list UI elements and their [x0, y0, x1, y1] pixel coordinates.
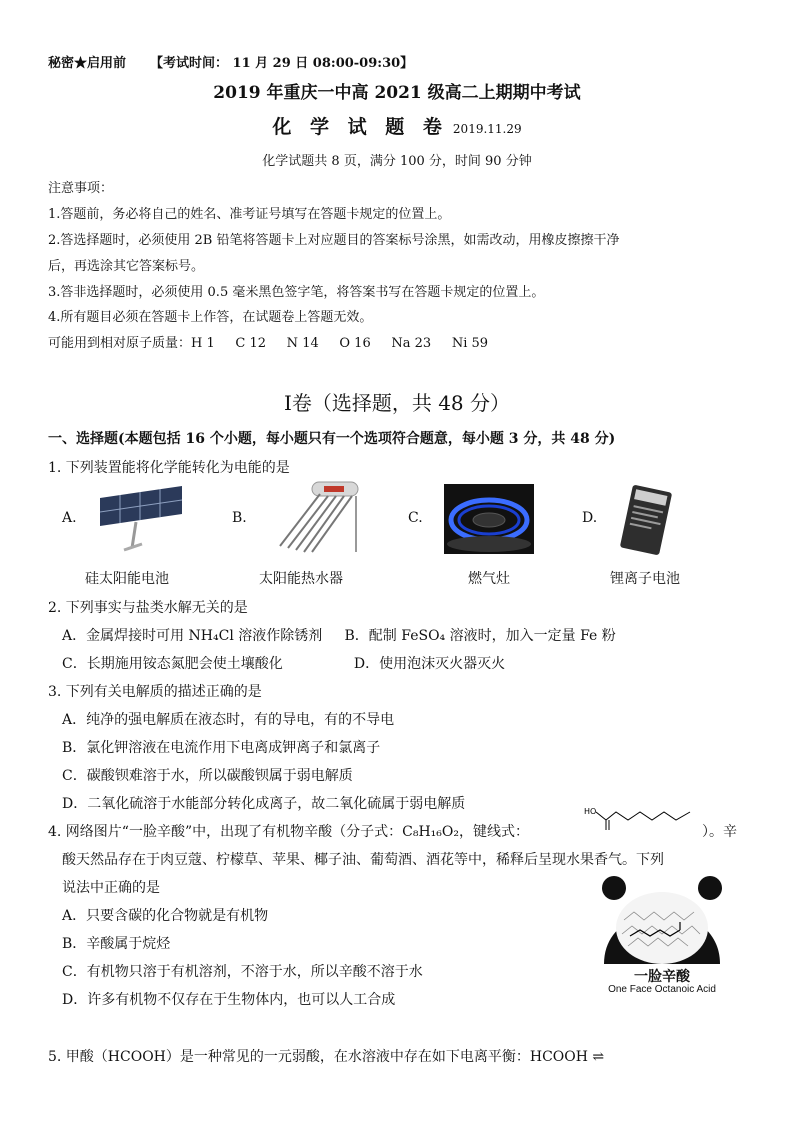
- q3-option: D．二氧化硫溶于水能部分转化成离子，故二氧化硫属于弱电解质: [62, 796, 466, 812]
- q3-stem: 3. 下列有关电解质的描述正确的是: [48, 684, 262, 700]
- note-item: 2.答选择题时，必须使用 2B 铅笔将答题卡上对应题目的答案标号涂黑，如需改动，用橡皮擦擦干净: [48, 233, 620, 248]
- q1-caption: 燃气灶: [468, 571, 510, 587]
- exam-time: 【考试时间： 11 月 29 日 08:00-09:30】: [150, 56, 414, 71]
- silicon-solar-panel-image: [96, 478, 186, 554]
- q1-caption: 锂离子电池: [610, 571, 680, 587]
- date: 2019.11.29: [452, 122, 522, 136]
- solar-water-heater-image: [272, 478, 362, 556]
- panda-caption-en: One Face Octanoic Acid: [608, 984, 716, 995]
- q3-option: B．氯化钾溶液在电流作用下电离成钾离子和氯离子: [62, 740, 381, 756]
- q3-option: C．碳酸钡难溶于水，所以碳酸钡属于弱电解质: [62, 768, 353, 784]
- atomic-masses: 可能用到相对原子质量：H 1 C 12 N 14 O 16 Na 23 Ni 59: [48, 336, 489, 351]
- q4-option: C．有机物只溶于有机溶剂，不溶于水，所以辛酸不溶于水: [62, 964, 423, 980]
- section-instructions: 一、选择题(本题包括 16 个小题，每小题只有一个选项符合题意，每小题 3 分，共 48 分): [48, 431, 616, 447]
- confidential-label: 秘密★启用前: [48, 56, 127, 71]
- q4-stem-line: 说法中正确的是: [62, 880, 160, 896]
- hydroxyl-label: HO: [584, 807, 597, 816]
- q2-options-line: C．长期施用铵态氮肥会使土壤酸化 D．使用泡沫灭火器灭火: [62, 656, 506, 672]
- q1-caption: 硅太阳能电池: [85, 571, 169, 587]
- note-item: 后，再选涂其它答案标号。: [48, 259, 205, 274]
- note-item: 3.答非选择题时，必须使用 0.5 毫米黑色签字笔，将答案书写在答题卡规定的位置上。: [48, 285, 545, 300]
- q1-caption: 太阳能热水器: [259, 571, 343, 587]
- q2-options-line: A．金属焊接时可用 NH₄Cl 溶液作除锈剂 B．配制 FeSO₄ 溶液时，加入一定量 Fe 粉: [62, 628, 616, 644]
- q4-stem-line: 酸天然品存在于肉豆蔻、柠檬草、苹果、椰子油、葡萄酒、酒花等中，稀释后呈现水果香气。下列: [62, 852, 664, 868]
- subtitle: 化 学 试 题 卷: [272, 116, 448, 138]
- exam-title: 2019 年重庆一中高 2021 级高二上期期中考试: [213, 83, 581, 103]
- q4-option: D．许多有机物不仅存在于生物体内，也可以人工合成: [62, 992, 396, 1008]
- notes-heading: 注意事项：: [48, 181, 114, 196]
- lithium-battery-image: [614, 484, 678, 556]
- note-item: 1.答题前，务必将自己的姓名、准考证号填写在答题卡规定的位置上。: [48, 207, 451, 222]
- q1-option-letter: B.: [232, 510, 247, 526]
- note-item: 4.所有题目必须在答题卡上作答，在试题卷上答题无效。: [48, 310, 373, 325]
- q5-stem: 5. 甲酸（HCOOH）是一种常见的一元弱酸，在水溶液中存在如下电离平衡：HCOOH ⇌: [48, 1049, 605, 1065]
- q1-option-letter: C.: [408, 510, 423, 526]
- q1-stem: 1. 下列装置能将化学能转化为电能的是: [48, 460, 290, 476]
- q4-stem: 4. 网络图片“一脸辛酸”中，出现了有机物辛酸（分子式：C₈H₁₆O₂，键线式：: [48, 824, 529, 840]
- q3-option: A．纯净的强电解质在液态时，有的导电，有的不导电: [62, 712, 395, 728]
- gas-stove-image: [444, 484, 534, 554]
- q4-option: B．辛酸属于烷烃: [62, 936, 171, 952]
- q1-option-letter: D.: [582, 510, 598, 526]
- q4-option: A．只要含碳的化合物就是有机物: [62, 908, 269, 924]
- section-title: Ⅰ卷（选择题，共 48 分）: [283, 391, 511, 415]
- panda-meme-image: [600, 876, 724, 998]
- octanoic-acid-skeletal-formula: [582, 804, 702, 832]
- subtitle-row: [0, 112, 794, 139]
- panda-caption-cn: 一脸辛酸: [634, 969, 690, 985]
- q4-stem-end: ）。辛: [702, 824, 737, 840]
- q2-stem: 2. 下列事实与盐类水解无关的是: [48, 600, 248, 616]
- q1-option-letter: A.: [62, 510, 77, 526]
- exam-info: 化学试题共 8 页，满分 100 分，时间 90 分钟: [262, 154, 532, 169]
